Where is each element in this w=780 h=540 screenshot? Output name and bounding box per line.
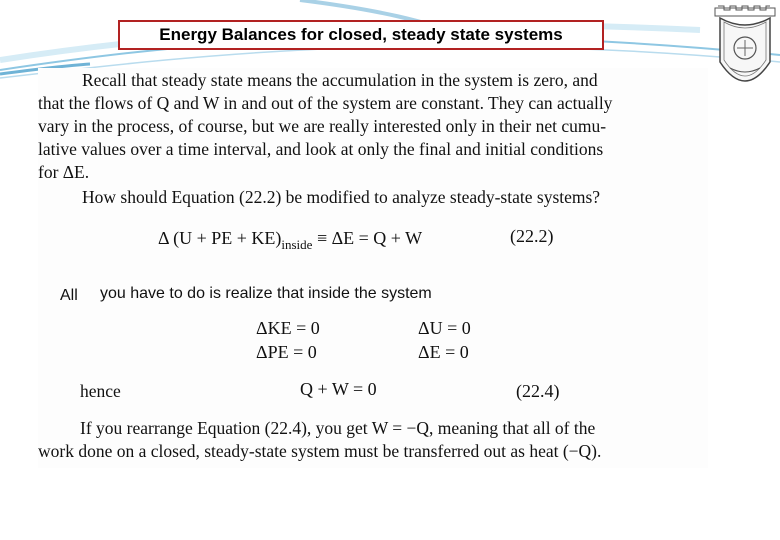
condition-delta-pe: ΔPE = 0: [256, 342, 317, 362]
paragraph-1-line-4: lative values over a time interval, and look at only the final and initial conditions: [38, 139, 604, 159]
paragraph-1-line-3: vary in the process, of course, but we are really interested only in their net cumu-: [38, 116, 607, 136]
paragraph-1-line-2: that the flows of Q and W in and out of the system are constant. They can actually: [38, 93, 613, 113]
paragraph-3-line-1: If you rearrange Equation (22.4), you get W = −Q, meaning that all of the: [80, 418, 596, 438]
equation-22-2-number: (22.2): [510, 226, 554, 246]
hence-label: hence: [80, 381, 121, 401]
equation-22-4-number: (22.4): [516, 381, 560, 401]
equation-22-2: Δ (U + PE + $KE)_{inside} \equiv \Delta E = Q + W$: [158, 228, 423, 252]
paragraph-1-line-5: for ΔE.: [38, 162, 90, 182]
paragraph-3-line-2: work done on a closed, steady-state system must be transferred out as heat (−Q).: [38, 441, 602, 461]
condition-delta-e: ΔE = 0: [418, 342, 469, 362]
paragraph-2: How should Equation (22.2) be modified to analyze steady-state systems?: [82, 187, 601, 207]
all-word: All: [60, 287, 78, 304]
condition-delta-ke: ΔKE = 0: [256, 318, 320, 338]
all-sentence: you have to do is realize that inside the system: [100, 285, 432, 302]
paragraph-1-line-1: Recall that steady state means the accumulation in the system is zero, and: [82, 70, 598, 90]
slide-title: Energy Balances for closed, steady state systems: [118, 20, 604, 50]
condition-delta-u: ΔU = 0: [418, 318, 471, 338]
equation-22-4: Q + W = 0: [300, 379, 377, 399]
textbook-excerpt: [38, 68, 708, 468]
university-crest-icon: [712, 2, 778, 102]
